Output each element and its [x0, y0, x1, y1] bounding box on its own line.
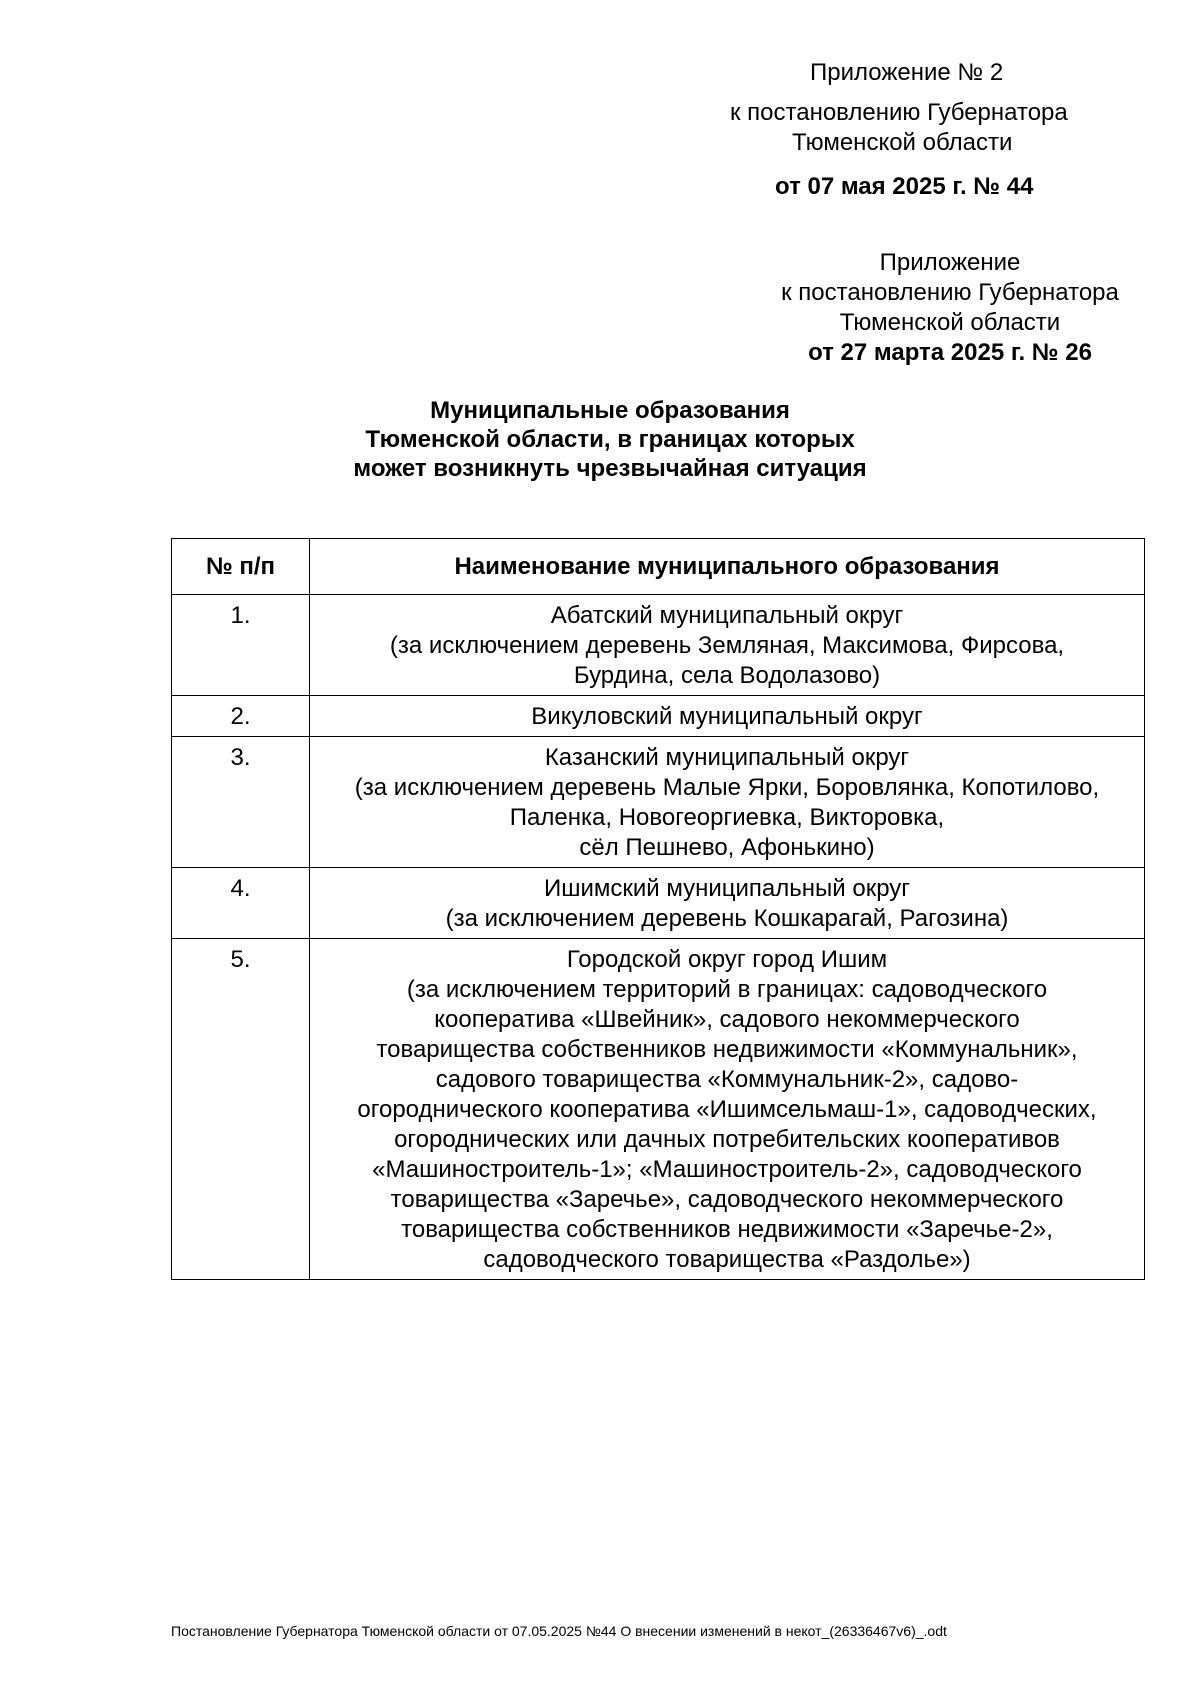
municipality-exclusion-line: товарищества «Заречье», садоводческого некоммерческого [390, 1186, 1064, 1213]
appendix-date: от 27 марта 2025 г. № 26 [808, 339, 1092, 366]
municipality-exclusion-line: садоводческого товарищества «Раздолье») [483, 1246, 971, 1273]
row-number: 1. [172, 595, 310, 696]
table-row [172, 939, 1145, 1280]
municipality-exclusion-line: (за исключением деревень Кошкарагай, Рагозина) [445, 905, 1009, 932]
appendix-2-line1: к постановлению Губернатора [730, 99, 1068, 126]
table-row [172, 868, 1145, 939]
appendix-2-line2: Тюменской области [792, 129, 1013, 156]
row-municipality [310, 939, 1145, 1280]
row-number: 3. [172, 737, 310, 868]
municipality-exclusion-line: огороднических или дачных потребительских кооперативов [394, 1126, 1060, 1153]
table-row [172, 737, 1145, 868]
municipality-exclusion-line: Бурдина, села Водолазово) [573, 662, 881, 689]
appendix-line2: Тюменской области [839, 309, 1061, 336]
appendix-2-title: Приложение № 2 [810, 59, 1004, 86]
municipality-name: Ишимский муниципальный округ [543, 875, 911, 902]
municipality-exclusion-line: (за исключением территорий в границах: садоводческого [406, 976, 1048, 1003]
table-header-row [172, 539, 1145, 595]
table-row [172, 696, 1145, 737]
municipality-exclusion-line: кооператива «Швейник», садового некоммерческого [434, 1006, 1020, 1033]
heading-line2: Тюменской области, в границах которых [365, 426, 855, 453]
row-municipality [310, 595, 1145, 696]
appendix-header [740, 248, 1160, 368]
municipality-name: Абатский муниципальный округ [550, 602, 904, 629]
appendix-title: Приложение [879, 249, 1021, 276]
municipality-name: Городской округ город Ишим [566, 946, 888, 973]
row-municipality [310, 868, 1145, 939]
document-heading [200, 396, 1020, 483]
municipality-name: Казанский муниципальный округ [544, 744, 910, 771]
appendix-line1: к постановлению Губернатора [781, 279, 1119, 306]
heading-line3: может возникнуть чрезвычайная ситуация [353, 455, 867, 482]
appendix-2-date: от 07 мая 2025 г. № 44 [775, 173, 1034, 200]
row-number: 5. [172, 939, 310, 1280]
municipality-name: Викуловский муниципальный округ [531, 703, 923, 730]
footer-filename: Постановление Губернатора Тюменской области от 07.05.2025 №44 О внесении изменений в некот_(26336467v6)_.odt [171, 1623, 947, 1639]
municipality-exclusion-line: огороднического кооператива «Ишимсельмаш-1», садоводческих, [357, 1096, 1097, 1123]
header-number: № п/п [172, 539, 310, 595]
heading-line1: Муниципальные образования [430, 397, 790, 424]
municipality-exclusion-line: товарищества собственников недвижимости «Заречье-2», [401, 1216, 1053, 1243]
municipality-exclusion-line: (за исключением деревень Земляная, Максимова, Фирсова, [389, 632, 1065, 659]
row-number: 2. [172, 696, 310, 737]
appendix-2-header [700, 58, 1120, 202]
table-row [172, 595, 1145, 696]
municipality-exclusion-line: Паленка, Новогеоргиевка, Викторовка, [509, 804, 945, 831]
row-municipality [310, 737, 1145, 868]
row-municipality [310, 696, 1145, 737]
municipality-exclusion-line: «Машиностроитель-1»; «Машиностроитель-2», садоводческого [372, 1156, 1082, 1183]
municipality-exclusion-line: садового товарищества «Коммунальник-2», садово- [435, 1066, 1019, 1093]
municipality-exclusion-line: сёл Пешнево, Афонькино) [579, 834, 875, 861]
header-name: Наименование муниципального образования [310, 539, 1145, 595]
municipality-exclusion-line: (за исключением деревень Малые Ярки, Боровлянка, Копотилово, [354, 774, 1100, 801]
table-body [172, 595, 1145, 1280]
row-number: 4. [172, 868, 310, 939]
municipality-exclusion-line: товарищества собственников недвижимости «Коммунальник», [376, 1036, 1078, 1063]
municipalities-table [171, 538, 1145, 1280]
